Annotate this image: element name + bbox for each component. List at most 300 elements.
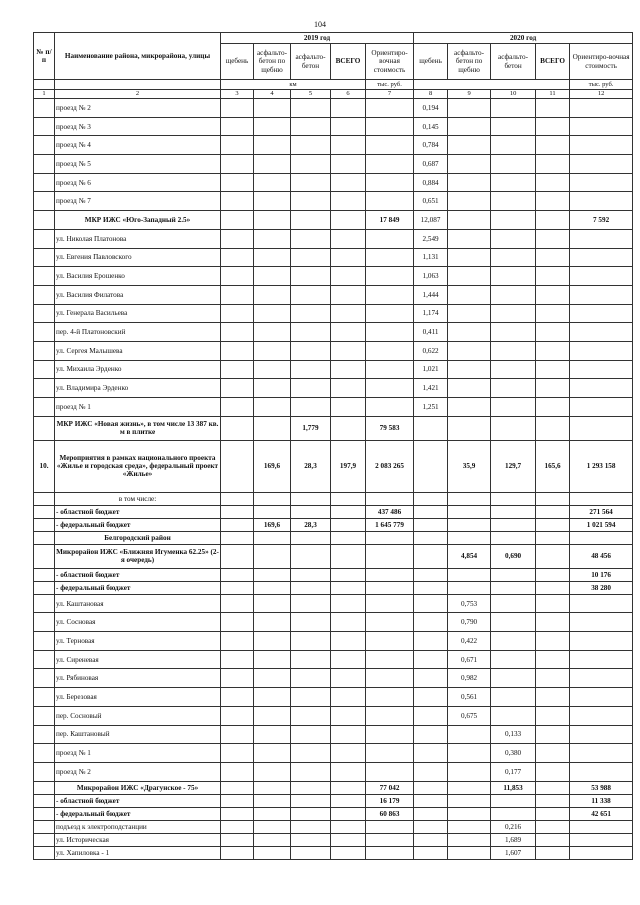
row-value: [221, 568, 254, 581]
row-value: 0,380: [491, 744, 536, 763]
row-value: [491, 807, 536, 820]
row-number: [34, 229, 55, 248]
row-value: [570, 725, 633, 744]
row-number: [34, 323, 55, 342]
row-value: [254, 267, 291, 286]
row-value: [491, 136, 536, 155]
row-value: [536, 229, 570, 248]
col-index: 1: [34, 90, 55, 99]
row-value: [331, 794, 366, 807]
row-name: - областной бюджет: [55, 568, 221, 581]
row-value: [536, 594, 570, 613]
row-value: [291, 341, 331, 360]
row-value: [491, 632, 536, 651]
row-value: [221, 440, 254, 492]
row-value: [254, 505, 291, 518]
row-value: [331, 650, 366, 669]
row-value: [254, 211, 291, 230]
road-works-table: [33, 32, 633, 860]
row-value: [570, 248, 633, 267]
row-value: 0,216: [491, 820, 536, 833]
row-value: [331, 398, 366, 417]
row-value: [448, 155, 491, 174]
header-unit-spacer-1: [34, 80, 55, 90]
row-value: [448, 807, 491, 820]
row-name: МКР ИЖС «Новая жизнь», в том числе 13 387 кв. м в плитке: [55, 416, 221, 440]
row-value: [448, 211, 491, 230]
row-value: [254, 706, 291, 725]
row-name: ул. Генерала Васильева: [55, 304, 221, 323]
row-value: [331, 531, 366, 544]
table-row: [34, 807, 633, 820]
row-value: [366, 568, 414, 581]
row-value: [254, 285, 291, 304]
row-value: [366, 99, 414, 118]
row-value: [331, 341, 366, 360]
row-value: [570, 594, 633, 613]
row-value: [331, 781, 366, 794]
row-number: [34, 706, 55, 725]
row-value: [366, 594, 414, 613]
row-name: ул. Михаила Эрденко: [55, 360, 221, 379]
row-name: пер. Каштановый: [55, 725, 221, 744]
row-value: [448, 581, 491, 594]
row-value: [366, 531, 414, 544]
table-row: [34, 267, 633, 286]
row-value: [331, 568, 366, 581]
row-value: [570, 706, 633, 725]
row-value: [291, 304, 331, 323]
row-number: [34, 211, 55, 230]
row-value: [536, 192, 570, 211]
row-value: [331, 379, 366, 398]
row-value: [291, 173, 331, 192]
table-row: [34, 285, 633, 304]
row-name: проезд № 3: [55, 117, 221, 136]
row-value: [414, 492, 448, 505]
row-value: 0,411: [414, 323, 448, 342]
row-value: [331, 820, 366, 833]
row-value: [414, 820, 448, 833]
row-value: [448, 229, 491, 248]
row-number: [34, 581, 55, 594]
row-value: [291, 781, 331, 794]
row-value: [366, 341, 414, 360]
col-index: 7: [366, 90, 414, 99]
row-value: [491, 794, 536, 807]
row-value: [536, 505, 570, 518]
row-value: [570, 229, 633, 248]
row-name: пер. 4-й Платоновский: [55, 323, 221, 342]
row-value: [570, 341, 633, 360]
row-number: [34, 846, 55, 859]
row-name: подъезд к электроподстанции: [55, 820, 221, 833]
row-value: [366, 360, 414, 379]
row-value: [570, 117, 633, 136]
row-value: [448, 833, 491, 846]
row-value: [291, 594, 331, 613]
row-value: 35,9: [448, 440, 491, 492]
row-value: 169,6: [254, 440, 291, 492]
row-value: [414, 669, 448, 688]
table-row: [34, 360, 633, 379]
row-value: [366, 248, 414, 267]
row-value: [491, 669, 536, 688]
row-value: [221, 229, 254, 248]
row-name: ул. Василия Филатова: [55, 285, 221, 304]
row-number: [34, 304, 55, 323]
row-number: [34, 136, 55, 155]
row-value: [570, 846, 633, 859]
table-row: [34, 117, 633, 136]
row-value: [331, 725, 366, 744]
row-value: [536, 379, 570, 398]
row-value: [331, 744, 366, 763]
row-value: [331, 323, 366, 342]
row-value: [536, 136, 570, 155]
row-number: [34, 379, 55, 398]
row-number: [34, 505, 55, 518]
row-value: [254, 744, 291, 763]
row-value: [570, 762, 633, 781]
row-value: [414, 833, 448, 846]
row-value: [491, 285, 536, 304]
row-number: [34, 568, 55, 581]
row-value: [448, 744, 491, 763]
row-value: 1,021: [414, 360, 448, 379]
row-value: [570, 492, 633, 505]
row-value: [331, 211, 366, 230]
row-value: [536, 544, 570, 568]
row-value: [221, 267, 254, 286]
row-value: [221, 117, 254, 136]
row-value: [221, 416, 254, 440]
table-row: [34, 650, 633, 669]
row-value: [221, 846, 254, 859]
row-value: 1,174: [414, 304, 448, 323]
row-value: [254, 341, 291, 360]
row-name: проезд № 6: [55, 173, 221, 192]
row-value: [366, 323, 414, 342]
row-name: ул. Рябиновая: [55, 669, 221, 688]
row-value: [366, 173, 414, 192]
row-value: [448, 285, 491, 304]
row-value: [366, 379, 414, 398]
row-value: [254, 304, 291, 323]
row-name: проезд № 7: [55, 192, 221, 211]
row-value: [536, 669, 570, 688]
row-value: [291, 211, 331, 230]
row-value: 12,087: [414, 211, 448, 230]
row-value: [491, 304, 536, 323]
row-value: [331, 688, 366, 707]
row-value: [331, 505, 366, 518]
row-name: пер. Сосновый: [55, 706, 221, 725]
row-value: [491, 613, 536, 632]
row-value: [414, 706, 448, 725]
row-name: - федеральный бюджет: [55, 807, 221, 820]
row-name: ул. Николая Платонова: [55, 229, 221, 248]
row-value: 79 583: [366, 416, 414, 440]
header-total-2019: ВСЕГО: [331, 44, 366, 80]
header-cost-2019: Ориентиро-вочная стоимость: [366, 44, 414, 80]
header-unit-km-2019: км: [221, 80, 366, 90]
row-value: [291, 581, 331, 594]
row-number: [34, 117, 55, 136]
row-value: [221, 613, 254, 632]
row-value: 1,131: [414, 248, 448, 267]
row-value: [536, 155, 570, 174]
row-value: [366, 267, 414, 286]
col-index: 9: [448, 90, 491, 99]
table-row: [34, 781, 633, 794]
row-number: [34, 725, 55, 744]
row-value: [448, 518, 491, 531]
row-value: [254, 632, 291, 651]
row-value: 1 021 594: [570, 518, 633, 531]
row-number: [34, 360, 55, 379]
row-value: [331, 285, 366, 304]
table-row: [34, 99, 633, 118]
row-value: [291, 136, 331, 155]
row-value: 38 280: [570, 581, 633, 594]
row-value: [254, 820, 291, 833]
row-value: [448, 360, 491, 379]
row-value: 0,784: [414, 136, 448, 155]
col-index: 8: [414, 90, 448, 99]
row-number: [34, 99, 55, 118]
row-value: [331, 155, 366, 174]
row-value: [366, 833, 414, 846]
row-name: ул. Сосновая: [55, 613, 221, 632]
row-value: [254, 155, 291, 174]
row-value: [570, 267, 633, 286]
row-value: [221, 833, 254, 846]
row-number: [34, 416, 55, 440]
row-value: [291, 568, 331, 581]
row-value: [536, 323, 570, 342]
col-index: 6: [331, 90, 366, 99]
table-row: [34, 632, 633, 651]
row-value: [221, 192, 254, 211]
row-name: проезд № 4: [55, 136, 221, 155]
table-row: [34, 581, 633, 594]
row-value: [331, 136, 366, 155]
row-name: проезд № 1: [55, 398, 221, 417]
row-value: [291, 846, 331, 859]
row-value: [331, 706, 366, 725]
row-number: [34, 688, 55, 707]
row-value: [570, 360, 633, 379]
row-value: [448, 136, 491, 155]
row-name: ул. Хапиловка - 1: [55, 846, 221, 859]
row-value: 0,753: [448, 594, 491, 613]
row-value: [536, 173, 570, 192]
row-value: 0,790: [448, 613, 491, 632]
row-value: [366, 117, 414, 136]
row-number: [34, 594, 55, 613]
row-number: [34, 820, 55, 833]
row-value: [366, 285, 414, 304]
row-value: [291, 762, 331, 781]
header-year-2019: 2019 год: [221, 33, 414, 44]
row-value: [291, 688, 331, 707]
row-value: [366, 136, 414, 155]
row-value: [331, 807, 366, 820]
row-value: [366, 744, 414, 763]
table-row: [34, 136, 633, 155]
row-value: [491, 99, 536, 118]
row-value: [414, 544, 448, 568]
row-value: [366, 820, 414, 833]
row-value: [254, 99, 291, 118]
row-value: [331, 846, 366, 859]
table-row: [34, 762, 633, 781]
row-value: [448, 99, 491, 118]
row-name: ул. Терновая: [55, 632, 221, 651]
row-value: [331, 581, 366, 594]
row-value: [331, 99, 366, 118]
row-value: [414, 518, 448, 531]
row-value: [291, 632, 331, 651]
row-value: [448, 248, 491, 267]
header-name: Наименование района, микрорайона, улицы: [55, 33, 221, 80]
row-value: [221, 744, 254, 763]
row-value: [536, 117, 570, 136]
row-value: [414, 505, 448, 518]
row-value: [366, 706, 414, 725]
row-value: [254, 781, 291, 794]
row-value: 28,3: [291, 440, 331, 492]
row-value: [536, 781, 570, 794]
header-unit-km-2020: [414, 80, 570, 90]
header-gravel-2020: щебень: [414, 44, 448, 80]
row-value: [331, 416, 366, 440]
row-value: [221, 762, 254, 781]
table-body: [34, 99, 633, 860]
row-value: [331, 229, 366, 248]
header-no: № п/п: [34, 33, 55, 80]
row-value: [221, 341, 254, 360]
row-value: [536, 398, 570, 417]
row-value: [291, 398, 331, 417]
row-value: [536, 492, 570, 505]
row-value: [254, 581, 291, 594]
row-value: [414, 568, 448, 581]
row-value: 42 651: [570, 807, 633, 820]
row-value: 77 042: [366, 781, 414, 794]
row-value: [331, 304, 366, 323]
row-value: 0,687: [414, 155, 448, 174]
row-value: [254, 117, 291, 136]
row-value: [291, 285, 331, 304]
row-value: [254, 594, 291, 613]
row-value: 1,607: [491, 846, 536, 859]
table-row: [34, 688, 633, 707]
header-asph-2019: асфальто-бетон: [291, 44, 331, 80]
row-value: [491, 323, 536, 342]
row-value: 16 179: [366, 794, 414, 807]
row-value: [331, 594, 366, 613]
row-value: [536, 285, 570, 304]
row-value: [221, 211, 254, 230]
row-value: 0,690: [491, 544, 536, 568]
row-value: [570, 744, 633, 763]
row-value: 1 645 779: [366, 518, 414, 531]
table-row: [34, 744, 633, 763]
row-value: [448, 531, 491, 544]
row-value: [414, 688, 448, 707]
row-value: [414, 846, 448, 859]
row-value: [291, 706, 331, 725]
table-row: [34, 248, 633, 267]
row-value: [448, 846, 491, 859]
row-value: [491, 492, 536, 505]
row-value: [570, 669, 633, 688]
row-value: 1,251: [414, 398, 448, 417]
row-value: [331, 267, 366, 286]
col-index: 10: [491, 90, 536, 99]
header-year-2020: 2020 год: [414, 33, 633, 44]
row-value: [291, 155, 331, 174]
row-value: [221, 781, 254, 794]
row-value: [254, 762, 291, 781]
row-value: [366, 846, 414, 859]
row-value: [254, 229, 291, 248]
row-value: [331, 762, 366, 781]
row-name: Белгородский район: [55, 531, 221, 544]
row-value: [254, 416, 291, 440]
row-value: [291, 229, 331, 248]
table-row: [34, 341, 633, 360]
row-value: [221, 285, 254, 304]
row-value: 0,145: [414, 117, 448, 136]
row-value: [221, 173, 254, 192]
row-value: [536, 613, 570, 632]
row-value: 169,6: [254, 518, 291, 531]
row-value: [366, 632, 414, 651]
row-value: [254, 807, 291, 820]
row-value: [536, 725, 570, 744]
row-value: 165,6: [536, 440, 570, 492]
row-value: [221, 632, 254, 651]
row-number: [34, 807, 55, 820]
row-value: [570, 155, 633, 174]
row-value: [366, 304, 414, 323]
row-value: [254, 531, 291, 544]
row-value: [221, 304, 254, 323]
row-value: 7 592: [570, 211, 633, 230]
row-value: [414, 794, 448, 807]
row-value: [491, 416, 536, 440]
row-number: 10.: [34, 440, 55, 492]
row-value: [491, 594, 536, 613]
row-value: [221, 323, 254, 342]
row-number: [34, 762, 55, 781]
row-value: [570, 416, 633, 440]
row-value: 0,561: [448, 688, 491, 707]
row-value: [491, 650, 536, 669]
row-value: 53 988: [570, 781, 633, 794]
row-value: [414, 531, 448, 544]
row-value: [221, 136, 254, 155]
row-value: [491, 267, 536, 286]
row-value: [414, 781, 448, 794]
row-value: 0,671: [448, 650, 491, 669]
table-row: [34, 505, 633, 518]
row-value: [254, 360, 291, 379]
row-value: [254, 544, 291, 568]
